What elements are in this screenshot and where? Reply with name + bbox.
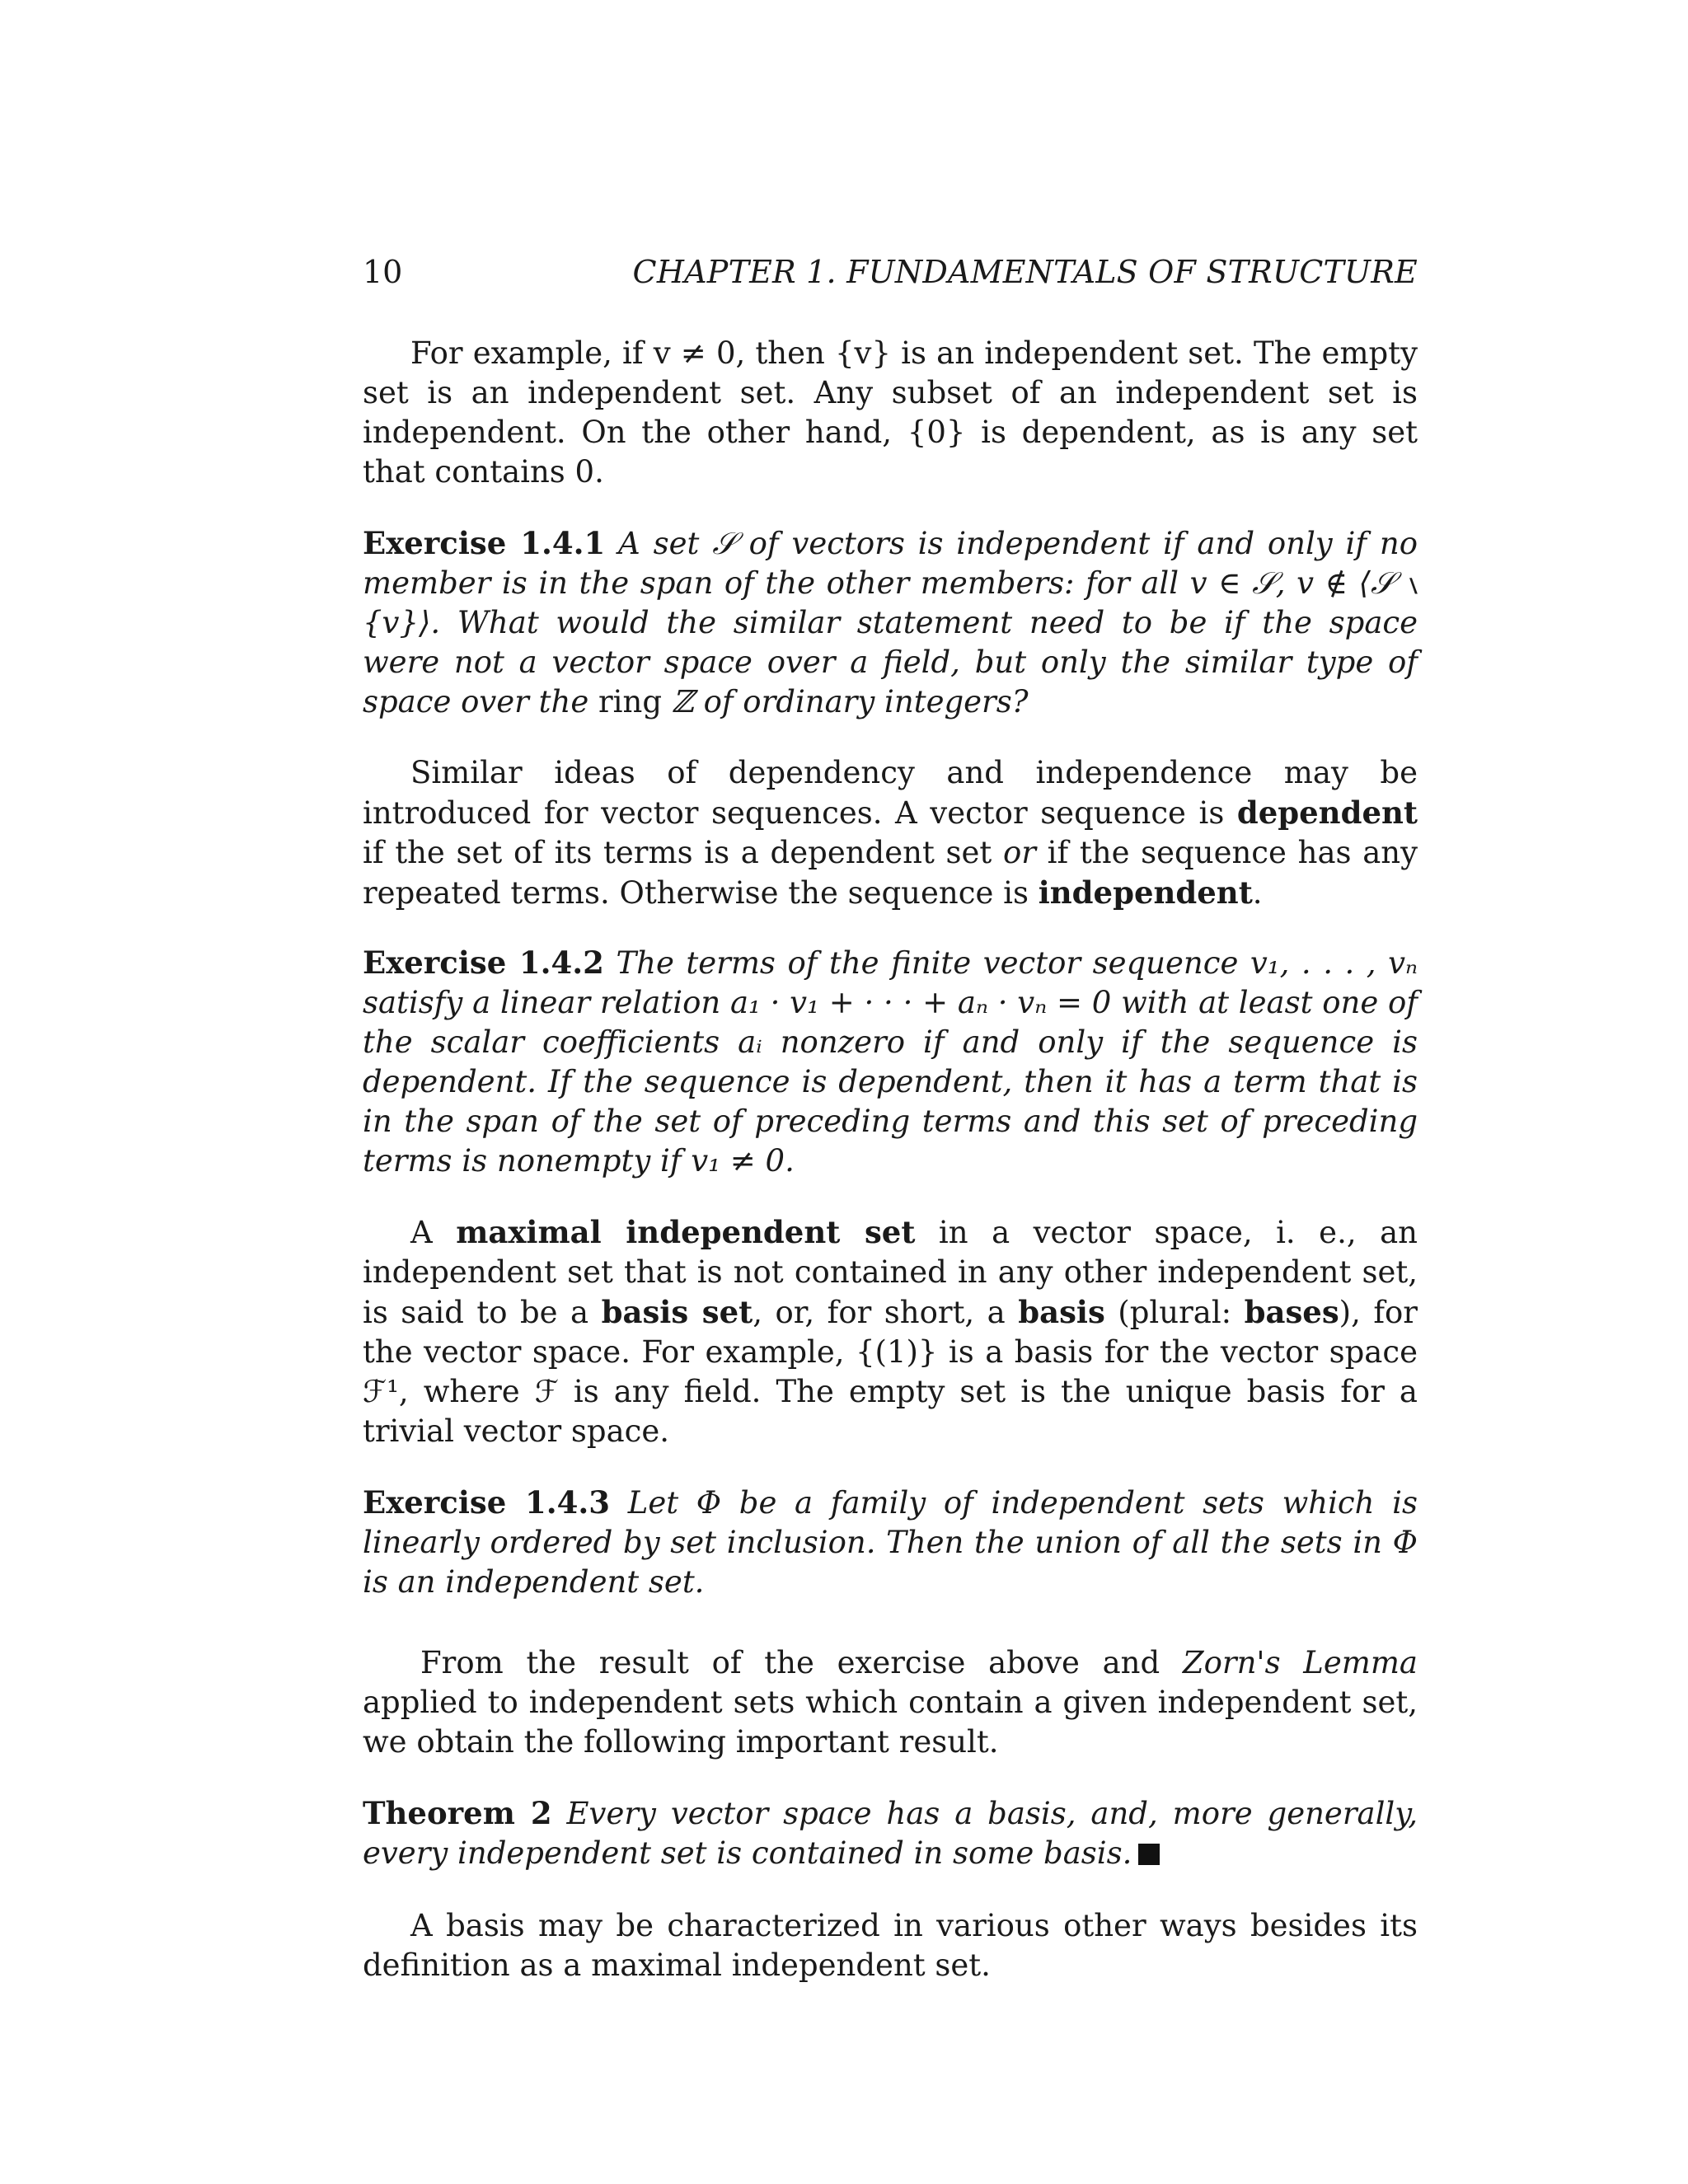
exercise-label: Exercise 1.4.2 — [363, 944, 604, 981]
term-basis-set: basis set — [601, 1294, 753, 1330]
running-head — [363, 247, 1418, 297]
paragraph-basis-definition — [363, 1212, 1418, 1451]
term-basis: basis — [1018, 1294, 1105, 1330]
exercise-text-ring: ring — [598, 684, 663, 719]
paragraph-independent-examples: For example, if v ≠ 0, then {v} is an independent set. The empty set is an independent set. Any subset of an independent set is independent. On the other hand, {0} is dependent, as is any set that contains 0. — [363, 335, 1418, 490]
exercise-1-4-3 — [363, 1483, 1418, 1602]
text-run: ), for the vector space. For example, {(1)} is a basis for the vector space ℱ¹, where ℱ is any field. The empty set is the unique basis for a trivial vector space. — [363, 1295, 1418, 1449]
term-bases: bases — [1244, 1294, 1339, 1330]
exercise-label: Exercise 1.4.1 — [363, 525, 606, 561]
emphasis-zorns-lemma: Zorn's Lemma — [1182, 1645, 1418, 1680]
theorem-label: Theorem 2 — [363, 1795, 552, 1831]
text-run: A — [410, 1215, 457, 1250]
exercise-text-end: ℤ of ordinary integers? — [662, 684, 1029, 719]
qed-square-icon — [1138, 1844, 1160, 1865]
book-page — [363, 247, 1418, 1985]
theorem-2 — [363, 1793, 1418, 1873]
emphasis-or: or — [1002, 835, 1036, 870]
text-run: if the sequence has any repeated terms. Otherwise the sequence is — [363, 835, 1418, 911]
exercise-text: The terms of the finite vector sequence v₁, . . . , vₙ satisfy a linear relation a₁ · v₁ + · · · + aₙ · vₙ = 0 with at least one of the scalar coefficients aᵢ nonzero if and only if the sequence is dependent. If the sequence is dependent, then it has a term that is in the span of the set of preceding terms and this set of preceding terms is nonempty if v₁ ≠ 0. — [363, 945, 1418, 1179]
text-run: Similar ideas of dependency and independence may be introduced for vector sequences. A vector sequence is — [363, 755, 1418, 831]
text-run: if the set of its terms is a dependent set — [363, 835, 1003, 870]
exercise-1-4-2 — [363, 943, 1418, 1181]
text-run: (plural: — [1104, 1295, 1245, 1330]
term-dependent: dependent — [1236, 794, 1418, 831]
exercise-text: A set 𝒮 of vectors is independent if and only if no member is in the span of the other members: for all v ∈ 𝒮, v ∉ ⟨𝒮 ∖ {v}⟩. What would the similar statement need to be if the space were not a vector space over a field, but only the similar type of space over the — [363, 526, 1418, 719]
page-number: 10 — [363, 254, 403, 290]
theorem-text: Every vector space has a basis, and, more generally, every independent set is contained in some basis. — [363, 1796, 1418, 1871]
text-run: , or, for short, a — [753, 1295, 1019, 1330]
paragraph-zorn-lemma — [363, 1643, 1418, 1762]
text-run: in a vector space, i. e., an independent set that is not contained in any other independent set, is said to be a — [363, 1215, 1418, 1330]
exercise-text: Let Φ be a family of independent sets which is linearly ordered by set inclusion. Then the union of all the sets in Φ is an independent set. — [363, 1485, 1418, 1600]
text-run: From the result of the exercise above and — [420, 1645, 1183, 1680]
text-run: . — [1252, 875, 1263, 911]
term-maximal-independent-set: maximal independent set — [456, 1214, 916, 1250]
paragraph-sequence-dependency — [363, 753, 1418, 913]
chapter-title: CHAPTER 1. FUNDAMENTALS OF STRUCTURE — [632, 254, 1418, 290]
text-run: applied to independent sets which contain a given independent set, we obtain the following important result. — [363, 1685, 1418, 1760]
paragraph-basis-characterization: A basis may be characterized in various other ways besides its definition as a maximal independent set. — [363, 1908, 1418, 1983]
exercise-1-4-1 — [363, 523, 1418, 722]
exercise-label: Exercise 1.4.3 — [363, 1484, 611, 1521]
term-independent: independent — [1038, 874, 1253, 911]
